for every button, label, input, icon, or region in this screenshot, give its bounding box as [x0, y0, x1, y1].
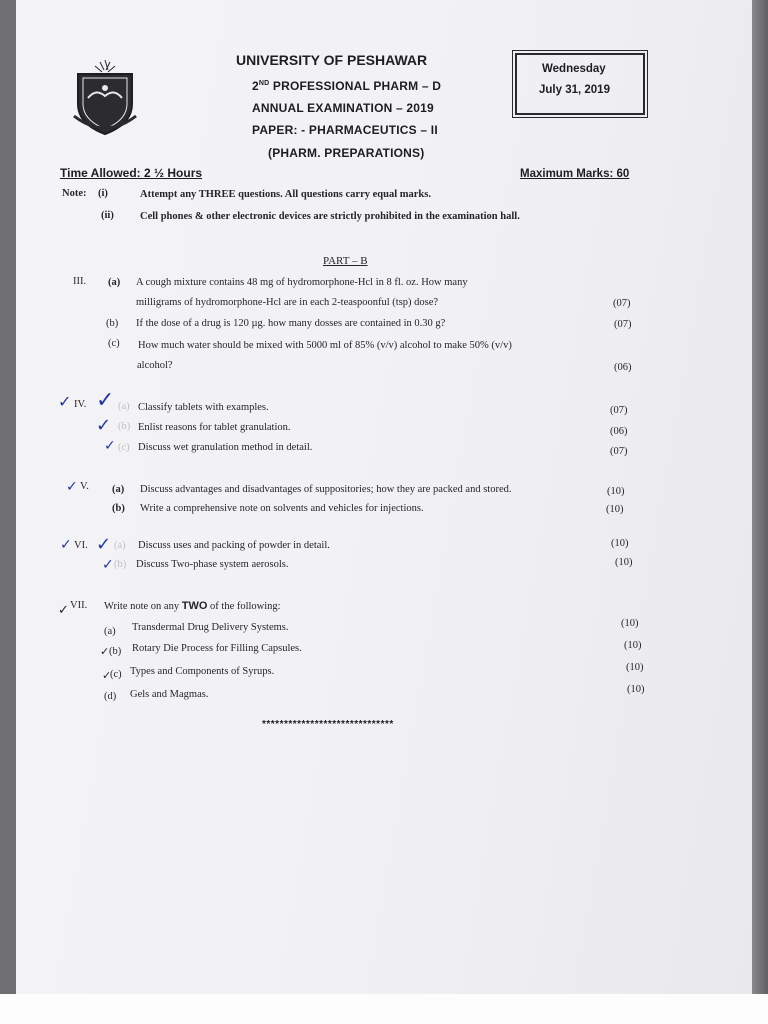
end-of-paper-marker: ******************************	[262, 719, 394, 730]
q7-item-marks: (10)	[626, 662, 644, 673]
q6-a-marks: (10)	[611, 538, 629, 549]
q3-c-label: (c)	[108, 338, 120, 349]
q5-a-label: (a)	[112, 484, 125, 495]
class-title	[252, 79, 441, 93]
q5-a-text: Discuss advantages and disadvantages of suppositories; how they are packed and stored.	[140, 484, 512, 495]
exam-date: July 31, 2019	[539, 84, 610, 96]
note-2-text: Cell phones & other electronic devices are strictly prohibited in the examination hall.	[140, 211, 520, 222]
class-rest: PROFESSIONAL PHARM – D	[269, 79, 442, 93]
checkmark-icon: ✓	[58, 392, 72, 411]
bottom-margin	[0, 994, 768, 1024]
q7-item-label: (c)	[110, 669, 122, 680]
q6-b-text: Discuss Two-phase system aerosols.	[136, 559, 289, 570]
maximum-marks: Maximum Marks: 60	[520, 168, 630, 180]
handwritten-tick: ✓	[58, 602, 69, 617]
exam-title: ANNUAL EXAMINATION – 2019	[252, 101, 434, 115]
q7-item-marks: (10)	[624, 640, 642, 651]
checkmark-icon: ✓	[96, 388, 115, 413]
q5-b-marks: (10)	[606, 504, 624, 515]
part-heading: PART – B	[323, 255, 368, 267]
q3-c-line2: alcohol?	[137, 360, 173, 371]
page-shadow-edge	[752, 0, 768, 994]
paper-title: PAPER: - PHARMACEUTICS – II	[252, 123, 438, 137]
q3-b-marks: (07)	[614, 319, 632, 330]
checkmark-icon: ✓	[60, 537, 72, 553]
note-1-pre: Attempt any	[140, 189, 199, 200]
q7-item-marks: (10)	[621, 618, 639, 629]
note-label: Note:	[62, 188, 87, 199]
q3-number: III.	[73, 276, 87, 287]
q7-item-label: (d)	[104, 691, 117, 702]
exam-day: Wednesday	[542, 63, 606, 75]
university-crest-icon	[70, 58, 140, 138]
q5-number: V.	[80, 481, 89, 492]
note-1-text	[140, 189, 431, 200]
q7-item-text: Types and Components of Syrups.	[130, 666, 275, 677]
q7-intro	[104, 600, 281, 612]
q3-a-marks: (07)	[613, 298, 631, 309]
checkmark-icon: ✓	[104, 438, 116, 454]
q3-a-line2: milligrams of hydromorphone-Hcl are in each 2-teaspoonful (tsp) dose?	[136, 297, 439, 308]
q4-a-label: (a)	[118, 401, 130, 412]
q7-item-text: Rotary Die Process for Filling Capsules.	[132, 643, 302, 654]
q4-c-text: Discuss wet granulation method in detail.	[138, 442, 313, 453]
note-1-bold: THREE	[198, 189, 236, 200]
q4-a-text: Classify tablets with examples.	[138, 402, 269, 413]
q4-c-label: (c)	[118, 442, 130, 453]
q5-a-marks: (10)	[607, 486, 625, 497]
note-1-num: (i)	[98, 188, 108, 199]
q7-intro-post: of the following:	[207, 601, 281, 612]
q6-number: VI.	[74, 540, 88, 551]
q5-b-label: (b)	[112, 503, 125, 514]
q6-a-text: Discuss uses and packing of powder in detail.	[138, 540, 330, 551]
q6-b-marks: (10)	[615, 557, 633, 568]
checkmark-icon: ✓	[102, 557, 114, 573]
q7-item-text: Gels and Magmas.	[130, 689, 209, 700]
university-title: UNIVERSITY OF PESHAWAR	[236, 52, 428, 68]
q3-b-label: (b)	[106, 318, 119, 329]
time-allowed: Time Allowed: 2 ½ Hours	[60, 166, 203, 180]
q7-intro-bold: TWO	[181, 600, 208, 612]
q4-b-marks: (06)	[610, 426, 628, 437]
q3-b-text: If the dose of a drug is 120 µg. how many dosses are contained in 0.30 g?	[136, 318, 446, 329]
q4-c-marks: (07)	[610, 446, 628, 457]
q4-a-marks: (07)	[610, 405, 628, 416]
q7-number: VII.	[70, 600, 88, 611]
q3-a-label: (a)	[108, 277, 121, 288]
q5-b-text: Write a comprehensive note on solvents and vehicles for injections.	[140, 503, 424, 514]
q4-number: IV.	[74, 399, 87, 410]
q4-b-label: (b)	[118, 421, 131, 432]
q7-item-marks: (10)	[627, 684, 645, 695]
q3-a-line1: A cough mixture contains 48 mg of hydromorphone-Hcl in 8 fl. oz. How many	[136, 277, 468, 288]
handwritten-tick: ✓	[102, 670, 112, 682]
q3-c-marks: (06)	[614, 362, 632, 373]
q7-intro-pre: Write note on any	[104, 601, 182, 612]
note-2-num: (ii)	[101, 210, 114, 221]
q7-item-label: (a)	[104, 626, 116, 637]
q6-a-label: (a)	[114, 540, 126, 551]
q6-b-label: (b)	[114, 559, 127, 570]
q7-item-label: (b)	[109, 646, 122, 657]
checkmark-icon: ✓	[96, 415, 112, 436]
q7-item-text: Transdermal Drug Delivery Systems.	[132, 622, 289, 633]
class-ordinal-suffix: ND	[258, 80, 270, 87]
paper-subtitle: (PHARM. PREPARATIONS)	[268, 146, 425, 160]
class-ordinal: 2	[252, 79, 259, 93]
note-1-post: questions. All questions carry equal marks.	[235, 189, 431, 200]
q4-b-text: Enlist reasons for tablet granulation.	[138, 422, 291, 433]
checkmark-icon: ✓	[66, 479, 78, 495]
checkmark-icon: ✓	[96, 534, 112, 555]
handwritten-tick: ✓	[100, 646, 110, 658]
q3-c-line1: How much water should be mixed with 5000 ml of 85% (v/v) alcohol to make 50% (v/v)	[138, 340, 512, 351]
